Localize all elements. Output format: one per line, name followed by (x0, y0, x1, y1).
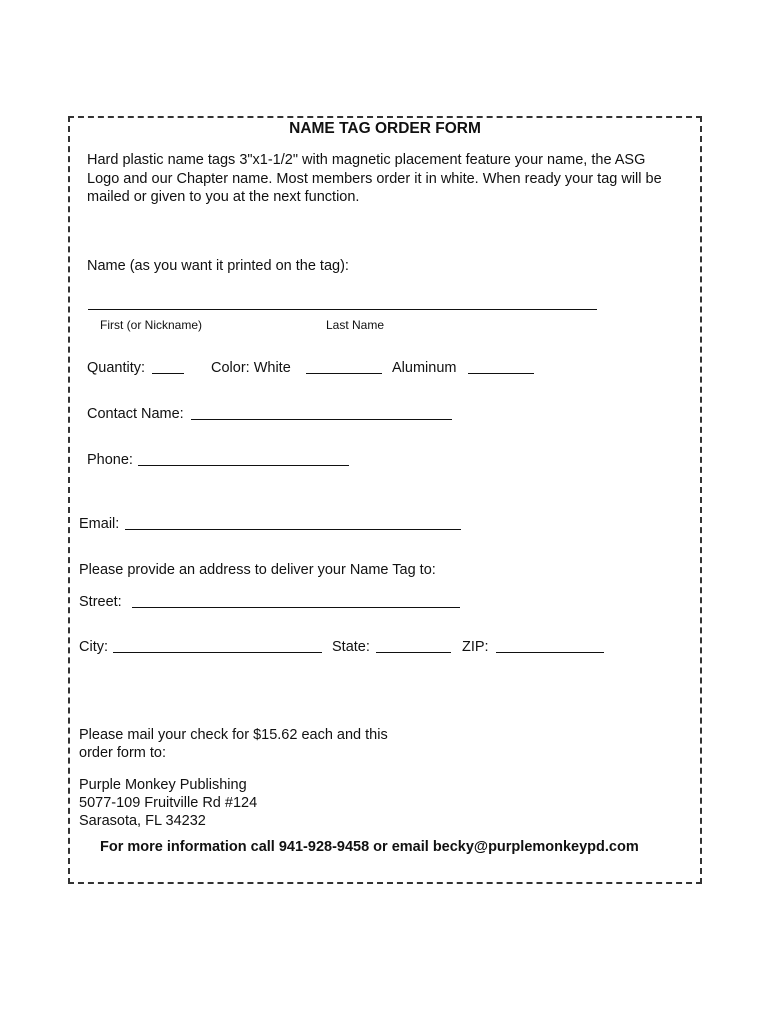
zip-field-line[interactable] (496, 652, 604, 653)
city-field-line[interactable] (113, 652, 322, 653)
phone-field-line[interactable] (138, 465, 349, 466)
zip-label: ZIP: (462, 639, 489, 655)
phone-label: Phone: (87, 452, 133, 468)
intro-line-1: Hard plastic name tags 3"x1-1/2" with magnetic placement feature your name, the ASG (87, 152, 646, 168)
white-field-line[interactable] (306, 373, 382, 374)
name-label: Name (as you want it printed on the tag): (87, 258, 349, 274)
address-company: Purple Monkey Publishing (79, 777, 247, 793)
street-field-line[interactable] (132, 607, 460, 608)
order-form-border (68, 116, 702, 884)
form-title: NAME TAG ORDER FORM (289, 120, 481, 137)
aluminum-label: Aluminum (392, 360, 457, 376)
first-name-caption: First (or Nickname) (100, 318, 203, 332)
city-label: City: (79, 639, 108, 655)
street-label: Street: (79, 594, 122, 610)
contact-name-field-line[interactable] (191, 419, 452, 420)
contact-name-label: Contact Name: (87, 406, 184, 422)
address-city-state-zip: Sarasota, FL 34232 (79, 813, 206, 829)
email-label: Email: (79, 516, 120, 532)
quantity-label: Quantity: (87, 360, 146, 376)
quantity-field-line[interactable] (152, 373, 184, 374)
aluminum-field-line[interactable] (468, 373, 534, 374)
intro-line-2: Logo and our Chapter name. Most members order it in white. When ready your tag will be (87, 171, 662, 187)
last-name-caption: Last Name (326, 318, 385, 332)
mail-instruction-line-2: order form to: (79, 745, 167, 761)
more-info-line: For more information call 941-928-9458 or email becky@purplemonkeypd.com (100, 839, 639, 855)
address-street: 5077-109 Fruitville Rd #124 (79, 795, 258, 811)
mail-instruction-line-1: Please mail your check for $15.62 each and this (79, 727, 388, 743)
email-field-line[interactable] (125, 529, 461, 530)
intro-line-3: mailed or given to you at the next function. (87, 189, 360, 205)
state-field-line[interactable] (376, 652, 451, 653)
state-label: State: (332, 639, 370, 655)
name-field-line[interactable] (88, 309, 597, 310)
address-prompt: Please provide an address to deliver your Name Tag to: (79, 562, 436, 578)
color-white-label: Color: White (211, 360, 291, 376)
